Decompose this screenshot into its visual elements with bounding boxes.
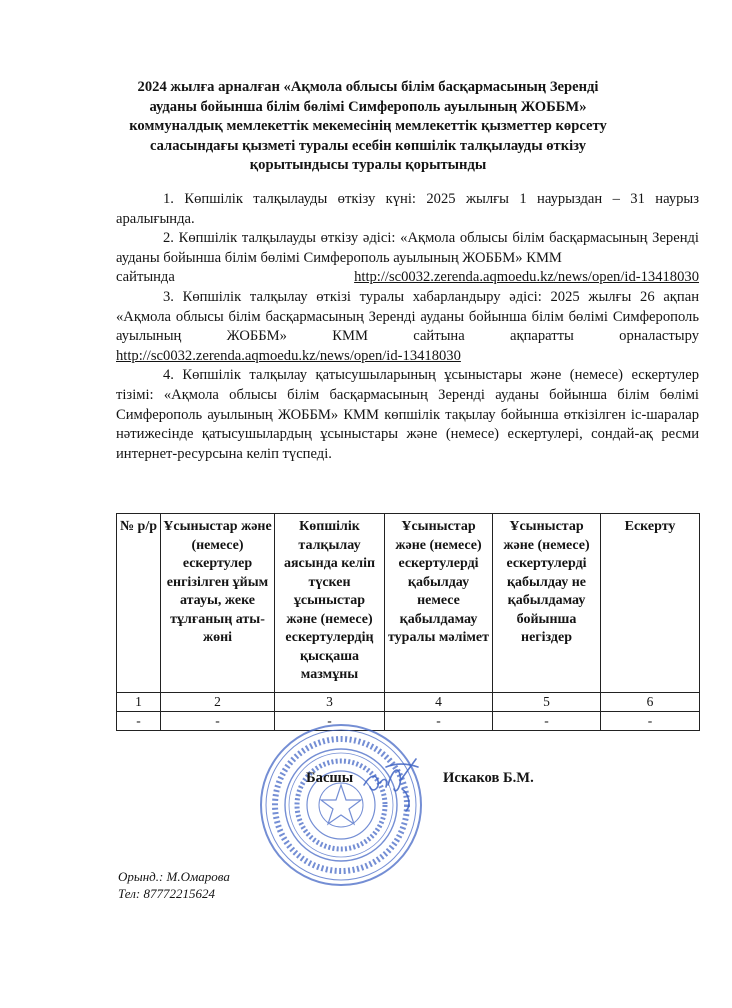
table-cell: 2	[161, 693, 275, 712]
table-cell: 6	[601, 693, 700, 712]
item-3-text: 3. Көпшілік талқылау өткізі туралы хабарландыру әдісі: 2025 жылғы 26 ақпан «Ақмола облысы білім басқармасының Зеренді ауданы бойынша білім бөлімі Симферополь ауылының ЖОББМ» КММ сайтына ақпаратты орналастыру	[116, 288, 699, 345]
table-cell: 5	[493, 693, 601, 712]
table-cell: 4	[385, 693, 493, 712]
item-1: 1. Көпшілік талқылауды өткізу күні: 2025 жылғы 1 наурыздан – 31 наурыз аралығында.	[116, 191, 699, 227]
header-grounds: Ұсыныстар және (немесе) ескертулерді қабылдау не қабылдамау бойынша негіздер	[493, 514, 601, 693]
title-line: қорытындысы туралы қорытынды	[249, 157, 487, 173]
item-3-link[interactable]: http://sc0032.zerenda.aqmoedu.kz/news/open/id-13418030	[116, 347, 461, 364]
item-3	[116, 288, 699, 366]
table-cell: -	[493, 712, 601, 731]
footer-contacts	[118, 868, 230, 902]
item-2-link[interactable]: http://sc0032.zerenda.aqmoedu.kz/news/open/id-13418030	[354, 269, 699, 286]
title-line: саласындағы қызметі туралы есебін көпшілік талқылауды өткізу	[149, 137, 587, 154]
signatory-role: Басшы	[306, 770, 354, 786]
header-note: Ескерту	[601, 514, 700, 693]
title-line: ауданы бойынша білім бөлімі Симферополь ауылының ЖОББМ»	[149, 98, 587, 115]
signatory-name: Искаков Б.М.	[443, 770, 534, 786]
proposals-table	[116, 513, 700, 731]
phone-text: Тел: 87772215624	[118, 886, 215, 901]
document-body	[116, 190, 699, 464]
table-header-row	[117, 514, 700, 693]
item-4: 4. Көпшілік талқылау қатысушыларының ұсыныстары және (немесе) ескертулер тізімі: «Ақмола облысы білім басқармасының Зеренді ауданы бойынша білім бөлімі Симферополь ауылының ЖОББМ» КММ көпшілік тақылау бойынша өткізілген іс-шаралар нәтижесінде қатысушылардың ұсыныстары және (немесе) ескертулері, сондай-ақ ресми интернет-ресурсына келіп түспеді.	[116, 367, 699, 462]
item-2	[116, 229, 699, 288]
document-title	[118, 78, 618, 176]
header-decision: Ұсыныстар және (немесе) ескертулерді қабылдау немесе қабылдамау туралы мәлімет	[385, 514, 493, 693]
item-2-text: 2. Көпшілік талқылауды өткізу әдісі: «Ақмола облысы білім басқармасының Зеренді ауданы бойынша білім бөлімі Симферополь ауылының ЖОББМ» КММ	[116, 230, 699, 266]
title-line: коммуналдық мемлекеттік мекемесінің мемлекеттік қызметтер көрсету	[129, 118, 607, 134]
handwritten-signature-icon	[356, 745, 428, 817]
performer-text: Орынд.: М.Омарова	[118, 869, 230, 884]
header-summary: Көпшілік талқылау аясында келіп түскен ұсыныстар және (немесе) ескертулердің қысқаша мазмұны	[275, 514, 385, 693]
table-cell: -	[161, 712, 275, 731]
table-cell: -	[117, 712, 161, 731]
item-2-tail: сайтында	[116, 269, 175, 286]
header-organization: Ұсыныстар және (немесе) ескертулер енгізілген ұйым атауы, жеке тұлғаның аты-жөні	[161, 514, 275, 693]
table-cell: -	[601, 712, 700, 731]
table-cell: -	[385, 712, 493, 731]
table-cell: 1	[117, 693, 161, 712]
header-number: № р/р	[117, 514, 161, 693]
table-row	[117, 693, 700, 712]
table-cell: 3	[275, 693, 385, 712]
table-cell: -	[275, 712, 385, 731]
title-line: 2024 жылға арналған «Ақмола облысы білім басқармасының Зеренді	[137, 79, 599, 95]
